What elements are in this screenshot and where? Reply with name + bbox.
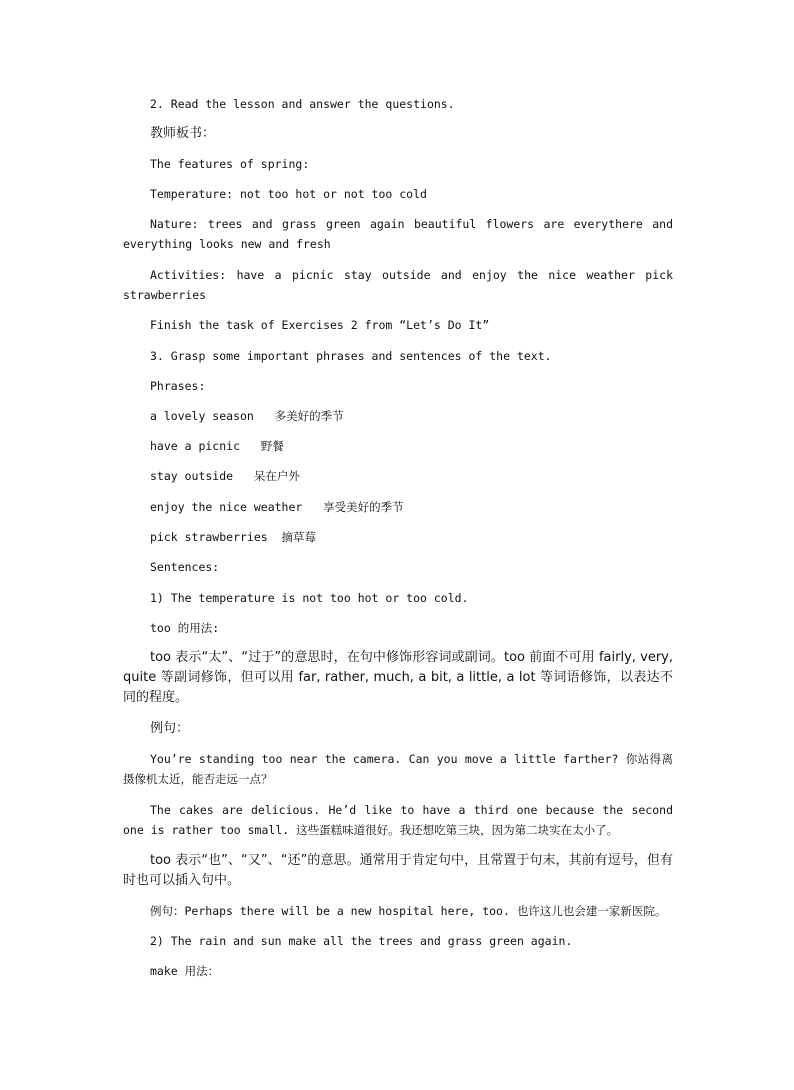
exercise-task: Finish the task of Exercises 2 from “Let’s Do It” xyxy=(150,318,490,332)
lesson-step-2: 2. Read the lesson and answer the questions. xyxy=(150,97,455,111)
example-sentence: The cakes are delicious. He’d like to have a third one because the second one is rather too small. 这些蛋糕味道很好。我还想吃第三块，因为第二块实在太小了。 xyxy=(123,803,673,837)
too-usage-explanation: too 表示“太”、“过于”的意思时，在句中修饰形容词或副词。too 前面不可用 fairly, very, quite 等副词修饰，但可以用 far, rather, much, a bit, a little, a lot 等词语修饰，以表达不同的程度。 xyxy=(123,650,673,705)
make-usage-heading: make 用法： xyxy=(150,964,220,978)
phrase-item: enjoy the nice weather 享受美好的季节 xyxy=(150,500,404,514)
nature-note: Nature: trees and grass green again beautiful flowers are everythere and everything looks new and fresh xyxy=(123,217,673,251)
lesson-step-3: 3. Grasp some important phrases and sentences of the text. xyxy=(150,349,552,363)
features-heading: The features of spring: xyxy=(150,157,310,171)
phrase-item: have a picnic 野餐 xyxy=(150,439,284,453)
activities-note: Activities: have a picnic stay outside and enjoy the nice weather pick strawberries xyxy=(123,268,673,302)
temperature-note: Temperature: not too hot or not too cold xyxy=(150,187,427,201)
example-label: 例句： xyxy=(150,721,190,736)
sentence-1: 1) The temperature is not too hot or too cold. xyxy=(150,591,469,605)
phrases-heading: Phrases: xyxy=(150,379,206,393)
example-sentence: 例句：Perhaps there will be a new hospital here, too. 也许这儿也会建一家新医院。 xyxy=(150,904,667,918)
blackboard-heading: 教师板书： xyxy=(150,126,216,141)
phrase-item: pick strawberries 摘草莓 xyxy=(150,530,317,544)
phrase-item: stay outside 呆在户外 xyxy=(150,469,300,483)
sentence-2: 2) The rain and sun make all the trees and grass green again. xyxy=(150,934,573,948)
too-also-explanation: too 表示“也”、“又”、“还”的意思。通常用于肯定句中，且常置于句末，其前有逗号，但有时也可以插入句中。 xyxy=(123,853,673,888)
too-usage-heading: too 的用法: xyxy=(150,621,220,635)
example-sentence: You’re standing too near the camera. Can you move a little farther? 你站得离摄像机太近，能否走远一点？ xyxy=(123,752,673,786)
sentences-heading: Sentences: xyxy=(150,560,220,574)
phrase-item: a lovely season 多美好的季节 xyxy=(150,409,344,423)
